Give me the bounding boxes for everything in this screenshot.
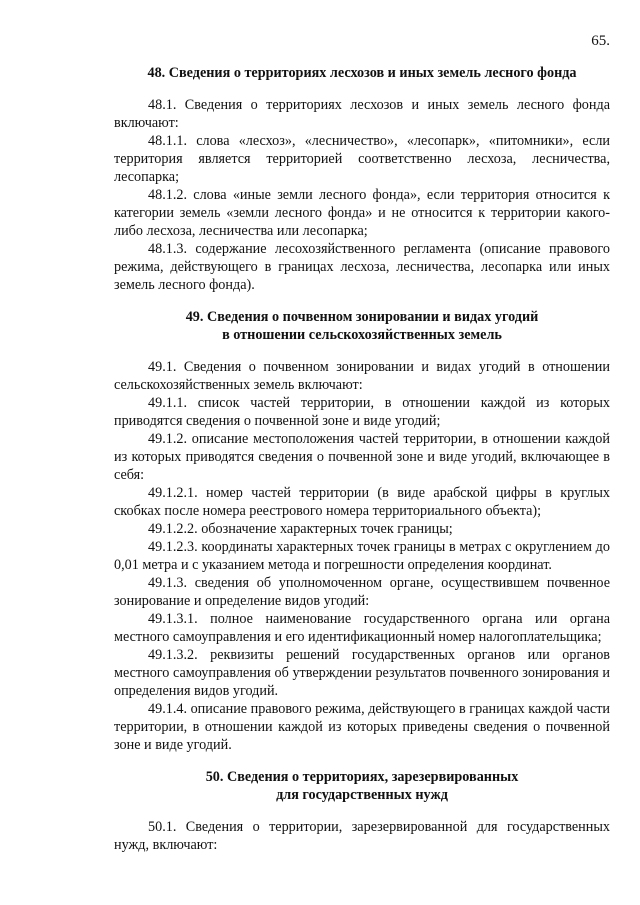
page-number: 65. [591,33,610,49]
section-49-heading-line-2: в отношении сельскохозяйственных земель [222,327,502,343]
paragraph-49-1-2: 49.1.2. описание местоположения частей территории, в отношении каждой из которых приводятся сведения о почвенной зоне и виде угодий, включающее в себя: [114,431,610,483]
section-49-heading [114,308,610,344]
section-49-heading-line-1: 49. Сведения о почвенном зонировании и видах угодий [185,309,539,325]
paragraph-49-1-3-2: 49.1.3.2. реквизиты решений государственных органов или органов местного самоуправления об утверждении результатов почвенного зонирования и определения видов угодий. [114,647,610,699]
section-48-heading: 48. Сведения о территориях лесхозов и иных земель лесного фонда [147,65,577,81]
paragraph-50-1: 50.1. Сведения о территории, зарезервированной для государственных нужд, включают: [114,819,610,853]
section-50-heading-line-1: 50. Сведения о территориях, зарезервированных [205,769,519,785]
paragraph-49-1-2-3: 49.1.2.3. координаты характерных точек границы в метрах с округлением до 0,01 метра и с указанием метода и погрешности определения координат. [114,539,610,573]
paragraph-49-1: 49.1. Сведения о почвенном зонировании и видах угодий в отношении сельскохозяйственных земель включают: [114,359,610,393]
paragraph-49-1-4: 49.1.4. описание правового режима, действующего в границах каждой части территории, в отношении каждой из которых приведены сведения о почвенной зоне и виде угодий. [114,701,610,753]
paragraph-49-1-2-2: 49.1.2.2. обозначение характерных точек границы; [148,521,453,537]
paragraph-49-1-2-1: 49.1.2.1. номер частей территории (в виде арабской цифры в круглых скобках после номера реестрового номера территориального объекта); [114,485,610,519]
paragraph-48-1-3: 48.1.3. содержание лесохозяйственного регламента (описание правового режима, действующего в границах лесхоза, лесничества, лесопарка или иных земель лесного фонда). [114,241,610,293]
paragraph-49-1-3-1: 49.1.3.1. полное наименование государственного органа или органа местного самоуправления и его идентификационный номер налогоплательщика; [114,611,610,645]
paragraph-48-1-1: 48.1.1. слова «лесхоз», «лесничество», «лесопарк», «питомники», если территория является территорией соответственно лесхоза, лесничества, лесопарка; [114,133,610,185]
paragraph-49-1-3: 49.1.3. сведения об уполномоченном органе, осуществившем почвенное зонирование и определение видов угодий: [114,575,610,609]
paragraph-49-1-1: 49.1.1. список частей территории, в отношении каждой из которых приводятся сведения о почвенной зоне и виде угодий; [114,395,610,429]
paragraph-48-1: 48.1. Сведения о территориях лесхозов и иных земель лесного фонда включают: [114,97,610,131]
section-50-heading-line-2: для государственных нужд [276,787,448,803]
paragraph-48-1-2: 48.1.2. слова «иные земли лесного фонда», если территория относится к категории земель «земли лесного фонда» и не относится к территории какого-либо лесхоза, лесничества или лесопарка; [114,187,610,239]
section-50-heading [114,768,610,804]
